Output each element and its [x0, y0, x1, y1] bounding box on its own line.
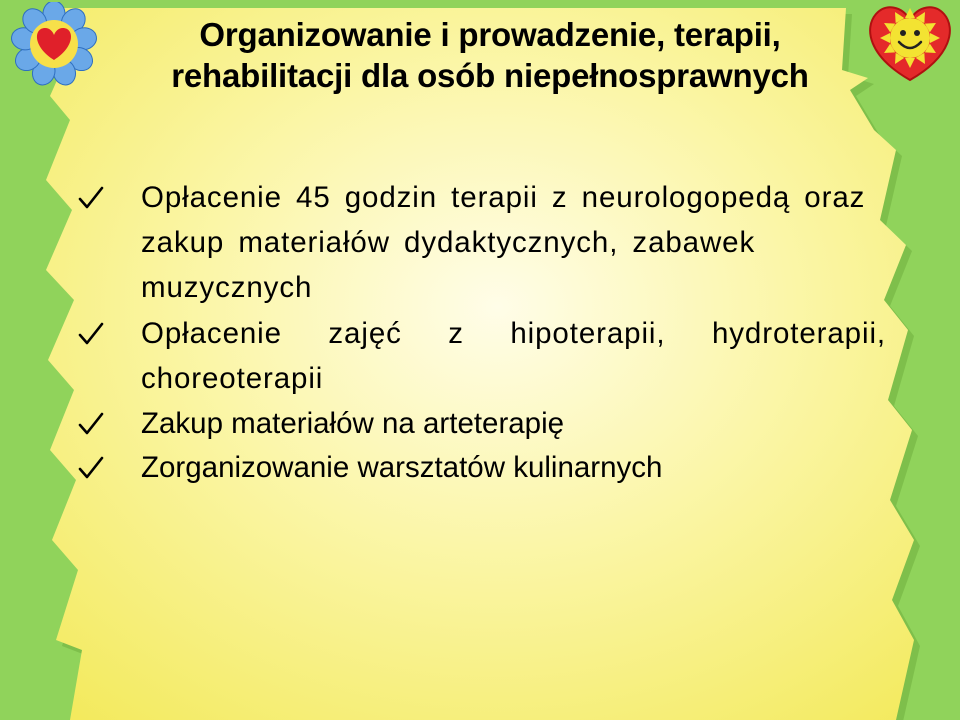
checkmark-icon [78, 185, 104, 211]
list-item-text: Opłacenie zajęć z hipoterapii, hydroterapii, choreoterapii [141, 317, 886, 395]
checkmark-icon [78, 411, 104, 437]
list-item-text: Opłacenie 45 godzin terapii z neurologopedą oraz zakup materiałów dydaktycznych, zabawek muzycznych [141, 181, 866, 304]
list-item-text: Zakup materiałów na arteterapię [141, 407, 565, 440]
checkmark-icon [78, 455, 104, 481]
list-item-text: Zorganizowanie warsztatów kulinarnych [141, 451, 663, 484]
checkmark-icon [78, 321, 104, 347]
slide-title: Organizowanie i prowadzenie, terapii, rehabilitacji dla osób niepełnosprawnych [171, 16, 809, 94]
